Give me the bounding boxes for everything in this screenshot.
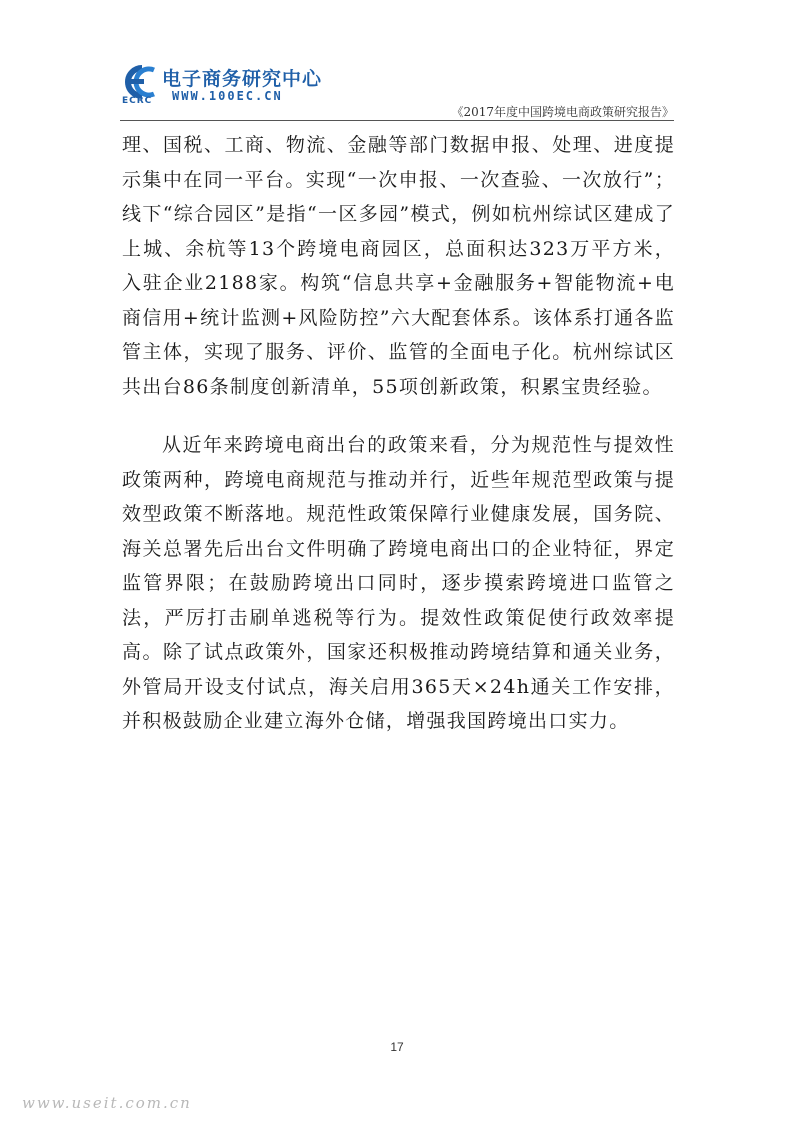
logo-url: WWW.100EC.CN bbox=[172, 89, 283, 103]
header-divider bbox=[120, 120, 674, 121]
report-title: 《2017年度中国跨境电商政策研究报告》 bbox=[451, 105, 674, 119]
ecrc-logo bbox=[120, 62, 323, 108]
body-paragraph: 从近年来跨境电商出台的政策来看，分为规范性与提效性政策两种，跨境电商规范与推动并行，近些年规范型政策与提效型政策不断落地。规范性政策保障行业健康发展，国务院、海关总署先后出台文件明确了跨境电商出口的企业特征，界定监管界限；在鼓励跨境出口同时，逐步摸索跨境进口监管之法，严厉打击刷单逃税等行为。提效性政策促使行政效率提高。除了试点政策外，国家还积极推动跨境结算和通关业务，外管局开设支付试点，海关启用365天×24h通关工作安排，并积极鼓励企业建立海外仓储，增强我国跨境出口实力。 bbox=[122, 434, 675, 732]
body-text bbox=[122, 128, 675, 739]
page-header bbox=[0, 0, 794, 120]
body-paragraph: 理、国税、工商、物流、金融等部门数据申报、处理、进度提示集中在同一平台。实现“一次申报、一次查验、一次放行”；线下“综合园区”是指“一区多园”模式，例如杭州综试区建成了上城、余杭等13个跨境电商园区，总面积达323万平方米，入驻企业2188家。构筑“信息共享+金融服务+智能物流+电商信用+统计监测+风险防控”六大配套体系。该体系打通各监管主体，实现了服务、评价、监管的全面电子化。杭州综试区共出台86条制度创新清单，55项创新政策，积累宝贵经验。 bbox=[122, 134, 675, 398]
site-watermark: www.useit.com.cn bbox=[22, 1094, 192, 1112]
logo-abbreviation: ECRC bbox=[122, 96, 153, 106]
page-number: 17 bbox=[390, 1040, 404, 1054]
logo-chinese-name: 电子商务研究中心 bbox=[162, 68, 323, 90]
